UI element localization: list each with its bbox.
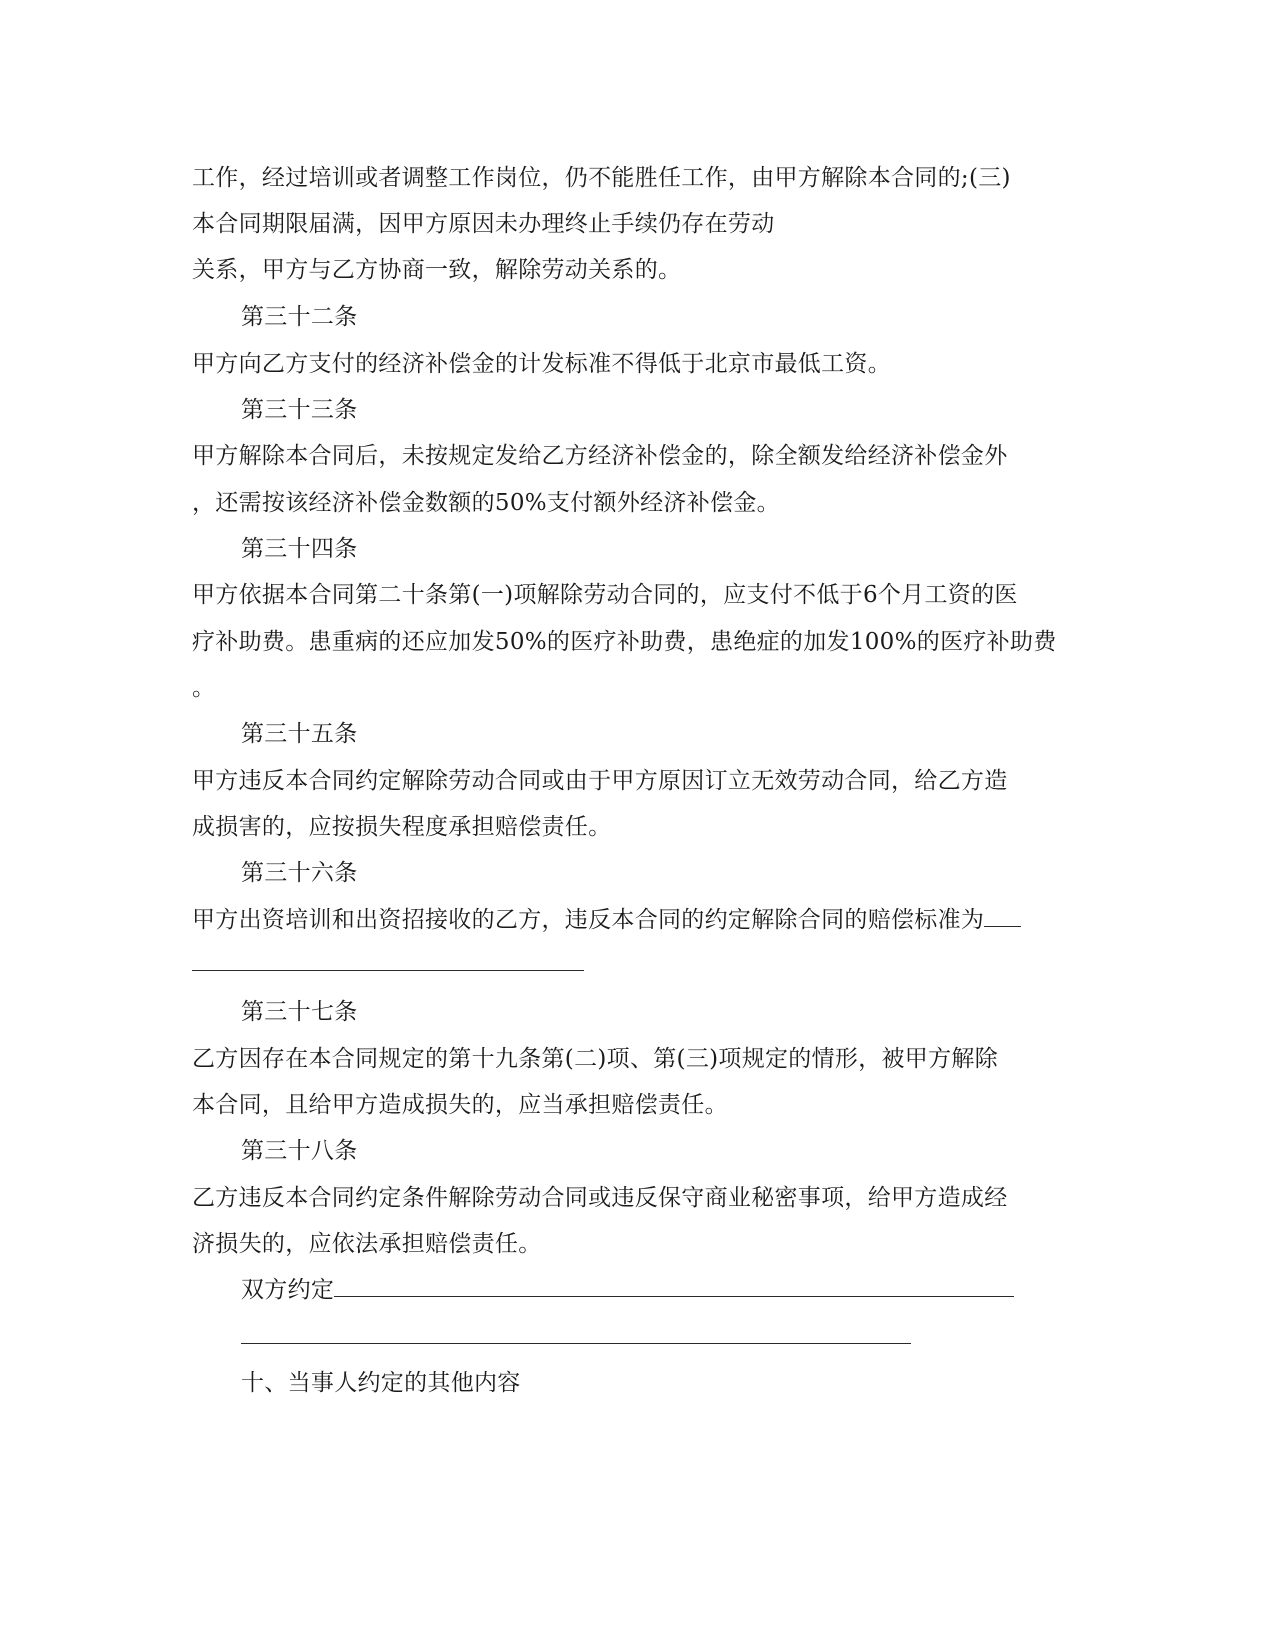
- fill-in-blank: [192, 970, 584, 971]
- agreement-line: [241, 1275, 1014, 1305]
- body-line: 乙方因存在本合同规定的第十九条第(二)项、第(三)项规定的情形，被甲方解除: [192, 1046, 998, 1072]
- article-heading: 第三十六条: [241, 860, 358, 886]
- article-heading: 第三十四条: [241, 536, 358, 562]
- fill-in-blank: [241, 1343, 911, 1344]
- body-line: 甲方向乙方支付的经济补偿金的计发标准不得低于北京市最低工资。: [192, 351, 891, 377]
- section-heading: 十、当事人约定的其他内容: [241, 1370, 521, 1396]
- body-line-text: 甲方出资培训和出资招接收的乙方，违反本合同的约定解除合同的赔偿标准为: [192, 907, 985, 933]
- fill-in-blank: [984, 908, 1021, 927]
- body-line: 乙方违反本合同约定条件解除劳动合同或违反保守商业秘密事项，给甲方造成经: [192, 1185, 1008, 1211]
- body-line: 本合同期限届满，因甲方原因未办理终止手续仍存在劳动: [192, 211, 775, 237]
- body-line: 甲方依据本合同第二十条第(一)项解除劳动合同的，应支付不低于6个月工资的医: [192, 582, 1018, 608]
- body-line: 疗补助费。患重病的还应加发50%的医疗补助费，患绝症的加发100%的医疗补助费: [192, 629, 1057, 655]
- article-heading: 第三十八条: [241, 1138, 358, 1164]
- body-line: 成损害的，应按损失程度承担赔偿责任。: [192, 814, 612, 840]
- article-heading: 第三十三条: [241, 397, 358, 423]
- article-heading: 第三十二条: [241, 304, 358, 330]
- body-line: 本合同，且给甲方造成损失的，应当承担赔偿责任。: [192, 1092, 728, 1118]
- body-line: 。: [192, 675, 216, 701]
- article-heading: 第三十七条: [241, 999, 358, 1025]
- fill-in-blank: [334, 1278, 1014, 1297]
- body-line: ，还需按该经济补偿金数额的50%支付额外经济补偿金。: [192, 490, 780, 516]
- body-line: 甲方解除本合同后，未按规定发给乙方经济补偿金的，除全额发给经济补偿金外: [192, 443, 1008, 469]
- body-line: 甲方违反本合同约定解除劳动合同或由于甲方原因订立无效劳动合同，给乙方造: [192, 768, 1008, 794]
- agreement-label: 双方约定: [241, 1277, 335, 1303]
- body-line: 工作，经过培训或者调整工作岗位，仍不能胜任工作，由甲方解除本合同的;(三): [192, 165, 1011, 191]
- body-line: 济损失的，应依法承担赔偿责任。: [192, 1231, 542, 1257]
- body-line: [192, 905, 1021, 935]
- body-line: 关系，甲方与乙方协商一致，解除劳动关系的。: [192, 257, 682, 283]
- article-heading: 第三十五条: [241, 721, 358, 747]
